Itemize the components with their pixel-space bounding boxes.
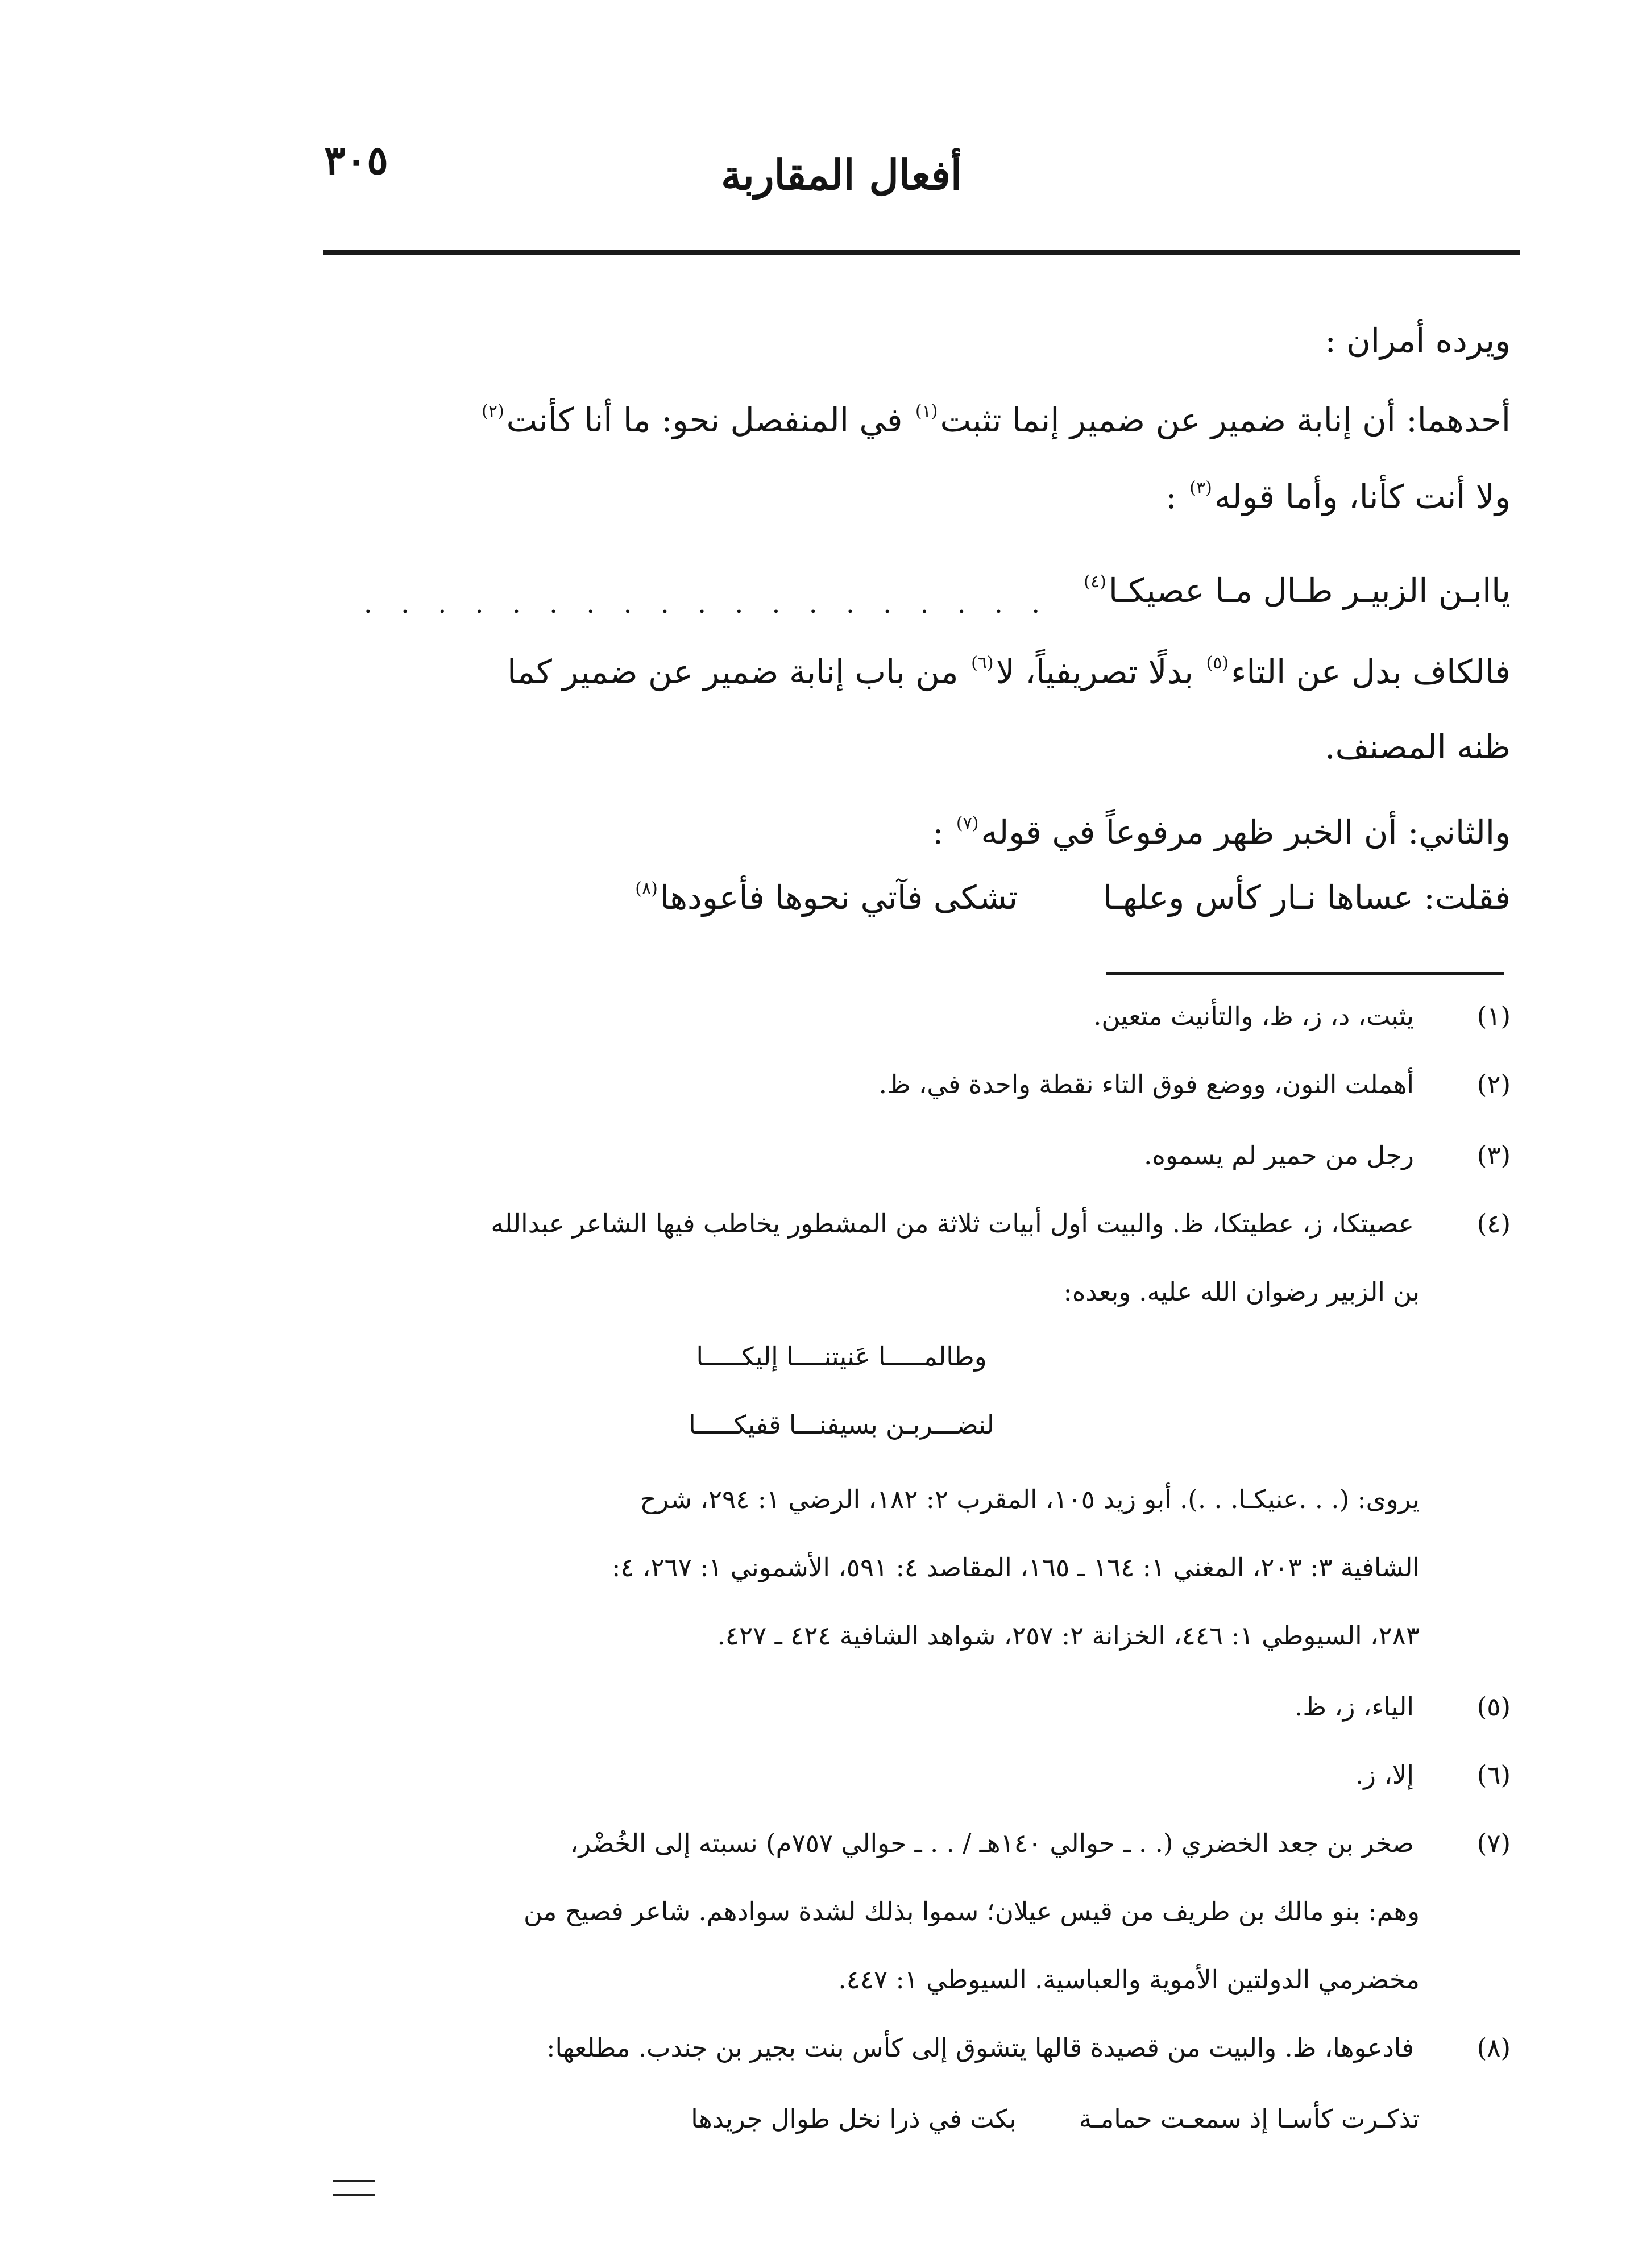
body-line-7 (932, 813, 1511, 853)
body-text: من باب إنابة ضمير عن ضمير كما (507, 653, 969, 691)
footnote-ref: (٤) (1084, 572, 1106, 592)
page-number: ٣٠٥ (324, 136, 388, 184)
verse-hemistich: تشكى فآتي نحوها فأعودها (660, 878, 1018, 917)
body-text: : (1166, 477, 1188, 516)
body-line-3 (1166, 477, 1511, 517)
footnote-number: (٧) (1476, 1828, 1511, 1858)
verse-hemistich: بكت في ذرا نخل طوال جريدها (691, 2104, 1017, 2134)
footnote-ref: (٦) (971, 653, 994, 673)
body-line-5 (507, 653, 1511, 692)
footnote-text: يثبت، د، ز، ظ، والتأنيث متعين. (1093, 1001, 1414, 1031)
body-text: ولا أنت كأنا، وأما قوله (1214, 477, 1511, 516)
footnote-ref: (١) (915, 401, 938, 421)
verse-hemistich: فقلت: عساها نـار كأس وعلهـا (1103, 878, 1511, 917)
footnote-text: بن الزبير رضوان الله عليه. وبعده: (1063, 1277, 1420, 1307)
body-line-6 (1325, 728, 1511, 767)
footnote-ref: (٨) (635, 879, 658, 899)
footnote-4-line-2 (1064, 1276, 1420, 1308)
footnote-4-verse-1: وطالمـــــا عَنيتنــــا إليكـــــا (696, 1341, 987, 1372)
body-text: : (932, 813, 954, 851)
footnote-ref: (٧) (956, 813, 979, 833)
footnote-text: فادعوها، ظ. والبيت من قصيدة قالها يتشوق إلى كأس بنت بجير بن جندب. مطلعها: (546, 2033, 1414, 2063)
footnote-text: وهم: بنو مالك بن طريف من قيس عيلان؛ سموا بذلك لشدة سوادهم. شاعر فصيح من (523, 1896, 1420, 1926)
footnote-rule (1106, 972, 1504, 975)
footnote-7-line-2 (524, 1896, 1420, 1928)
footnote-number: (٣) (1476, 1140, 1511, 1170)
verse-text: ياابـن الزبيـر طـال مـا عصيكـا (1108, 571, 1511, 610)
footnote-number: (١) (1476, 1001, 1511, 1031)
footnote-number: (٤) (1476, 1208, 1511, 1239)
footnote-number: (٢) (1476, 1069, 1511, 1099)
footnote-2 (879, 1069, 1511, 1100)
footnote-text: عصيتكا، ز، عطيتكا، ظ. والبيت أول أبيات ثلاثة من المشطور يخاطب فيها الشاعر عبدالله (491, 1208, 1414, 1239)
header-rule (323, 250, 1520, 255)
footnote-text: إلا، ز. (1355, 1760, 1414, 1790)
footnote-6 (1355, 1759, 1511, 1791)
verse-line-2 (633, 878, 1511, 918)
footnote-4-line-5 (717, 1620, 1420, 1652)
footnote-ref: (٢) (482, 401, 504, 421)
ellipsis-dots: . . . . . . . . . . . . . . . . . . . (364, 588, 1051, 619)
footnote-text: مخضرمي الدولتين الأموية والعباسية. السيوطي ١: ٤٤٧. (838, 1964, 1420, 1995)
footnote-text: أهملت النون، ووضع فوق التاء نقطة واحدة في، ظ. (878, 1069, 1414, 1099)
footnote-4-line-3 (640, 1484, 1420, 1515)
footnote-number: (٨) (1476, 2033, 1511, 2063)
verse-line-1 (1081, 571, 1511, 611)
body-text: في المنفصل نحو: ما أنا كأنت (506, 401, 913, 439)
body-text: ظنه المصنف. (1325, 728, 1511, 766)
body-text: بدلًا تصريفياً، لا (996, 653, 1204, 691)
footnote-4-line-4 (612, 1552, 1420, 1584)
footnote-8 (546, 2032, 1511, 2064)
footnote-4-verse-2: لنضـــربـن بسيفنـــا قفيكـــــا (689, 1410, 994, 1440)
footnote-5 (1295, 1691, 1511, 1723)
footnote-text: يروى: (. . .عنيكـا. . .). أبو زيد ١٠٥، المقرب ٢: ١٨٢، الرضي ١: ٢٩٤، شرح (640, 1484, 1420, 1514)
footnote-7-line-3 (838, 1964, 1420, 1996)
body-line-2 (479, 401, 1511, 441)
footnote-text: صخر بن جعد الخضري (. . ـ حوالي ١٤٠هـ / . . ـ حوالي ٧٥٧م) نسبته إلى الخُضْر، (570, 1828, 1414, 1858)
footnote-text: رجل من حمير لم يسموه. (1144, 1140, 1414, 1170)
footnote-number: (٥) (1476, 1692, 1511, 1722)
footnote-text: الشافية ٣: ٢٠٣، المغني ١: ١٦٤ ـ ١٦٥، المقاصد ٤: ٥٩١، الأشموني ١: ٢٦٧، ٤: (612, 1552, 1420, 1582)
body-line-1 (1325, 321, 1511, 361)
verse-hemistich: تذكـرت كأسـا إذ سمعـت حمامـة (1079, 2104, 1420, 2134)
body-text: والثاني: أن الخبر ظهر مرفوعاً في قوله (981, 813, 1511, 851)
footnote-text: الياء، ز، ظ. (1295, 1692, 1414, 1722)
footnote-7 (570, 1827, 1511, 1859)
footnote-text: ٢٨٣، السيوطي ١: ٤٤٦، الخزانة ٢: ٢٥٧، شواهد الشافية ٤٢٤ ـ ٤٢٧. (717, 1621, 1420, 1651)
body-text: ويرده أمران : (1325, 321, 1511, 360)
chapter-title: أفعال المقاربة (721, 151, 962, 199)
body-text: فالكاف بدل عن التاء (1231, 653, 1511, 691)
body-text: أحدهما: أن إنابة ضمير عن ضمير إنما تثبت (940, 401, 1511, 439)
footnote-4 (491, 1208, 1511, 1240)
footnote-8-verse (691, 2103, 1420, 2135)
footnote-ref: (٣) (1189, 478, 1212, 498)
footnote-1 (1093, 1000, 1511, 1032)
footnote-ref: (٥) (1206, 653, 1229, 673)
footnote-3 (1144, 1140, 1511, 1172)
end-mark (333, 2180, 375, 2196)
footnote-number: (٦) (1476, 1760, 1511, 1790)
